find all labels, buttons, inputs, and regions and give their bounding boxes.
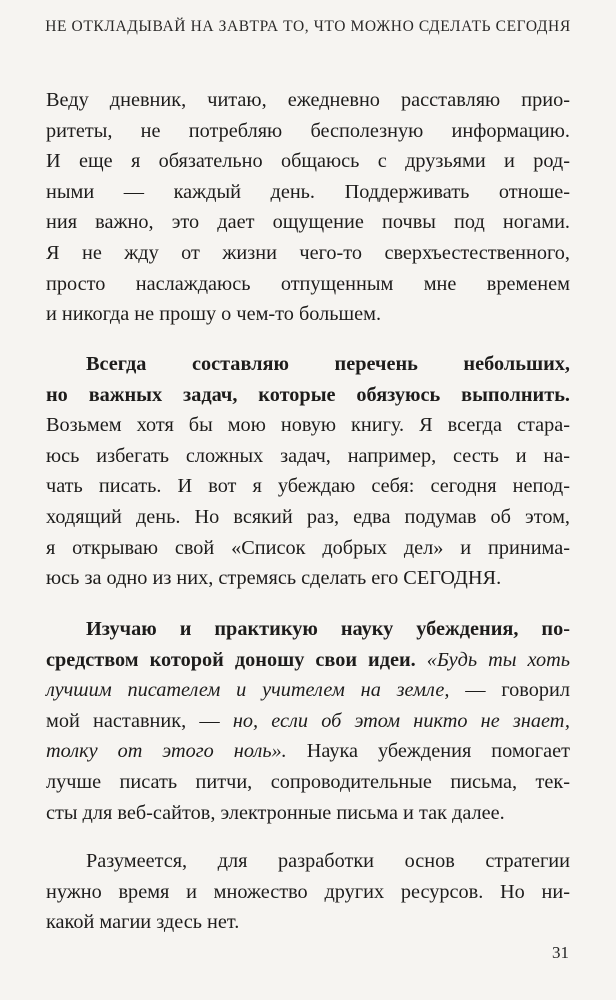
bold-text: Изучаю и практикую науку убеждения, по-	[86, 618, 570, 640]
italic-text: но, если об этом никто не знает,	[232, 709, 570, 732]
text-line: сты для веб-сайтов, электронные письма и так далее.	[46, 801, 505, 824]
text-line	[46, 349, 570, 380]
text-line	[46, 645, 570, 676]
text-line: лучше писать питчи, сопроводительные письма, тек-	[46, 770, 570, 793]
text-line: просто наслаждаюсь отпущенным мне временем	[46, 272, 570, 295]
text-line: и никогда не прошу о чем-то большем.	[46, 303, 382, 326]
bold-text: средством которой доношу свои идеи.	[46, 648, 416, 671]
paragraph-3	[46, 614, 570, 828]
text-line	[46, 736, 570, 767]
text-line: я открываю свой «Список добрых дел» и принима-	[46, 536, 570, 559]
text-line	[46, 380, 570, 411]
text-span: мой наставник, —	[46, 709, 220, 732]
text-line: ходящий день. Но всякий раз, едва подумав об этом,	[46, 505, 570, 528]
text-line: ния важно, это дает ощущение почвы под ногами.	[46, 211, 570, 234]
running-header: НЕ ОТКЛАДЫВАЙ НА ЗАВТРА ТО, ЧТО МОЖНО СДЕЛАТЬ СЕГОДНЯ	[45, 18, 571, 35]
bold-text: Всегда составляю перечень небольших,	[86, 353, 570, 375]
text-span: Наука убеждения помогает	[306, 740, 570, 763]
text-line: юсь избегать сложных задач, например, сесть и на-	[46, 444, 570, 467]
bold-text: но важных задач, которые обязуюсь выполнить.	[46, 383, 570, 406]
text-line: юсь за одно из них, стремясь сделать его СЕГОДНЯ.	[46, 567, 502, 590]
paragraph-1	[46, 85, 570, 330]
paragraph-2	[46, 349, 570, 594]
text-line	[46, 706, 570, 737]
text-line	[46, 675, 570, 706]
text-line: чать писать. И вот я убеждаю себя: сегодня непод-	[46, 475, 570, 498]
text-line: Веду дневник, читаю, ежедневно расставляю прио-	[46, 89, 570, 111]
page-number: 31	[552, 943, 569, 962]
text-line: какой магии здесь нет.	[46, 911, 240, 934]
italic-text: «Будь ты хоть	[426, 648, 570, 671]
italic-text: лучшим писателем и учителем на земле,	[46, 679, 450, 702]
text-line: ными — каждый день. Поддерживать отноше-	[46, 180, 570, 203]
italic-text: толку от этого ноль».	[46, 740, 287, 763]
text-line: Возьмем хотя бы мою новую книгу. Я всегда стара-	[46, 414, 570, 437]
text-line: нужно время и множество других ресурсов. Но ни-	[46, 880, 570, 903]
text-line: ритеты, не потребляю бесполезную информацию.	[46, 119, 570, 142]
text-line	[46, 614, 570, 645]
text-line: Я не жду от жизни чего-то сверхъестественного,	[46, 241, 570, 264]
text-line: И еще я обязательно общаюсь с друзьями и род-	[46, 150, 570, 173]
text-span: — говорил	[465, 679, 570, 702]
text-line: Разумеется, для разработки основ стратегии	[86, 850, 570, 872]
paragraph-4	[46, 846, 570, 938]
